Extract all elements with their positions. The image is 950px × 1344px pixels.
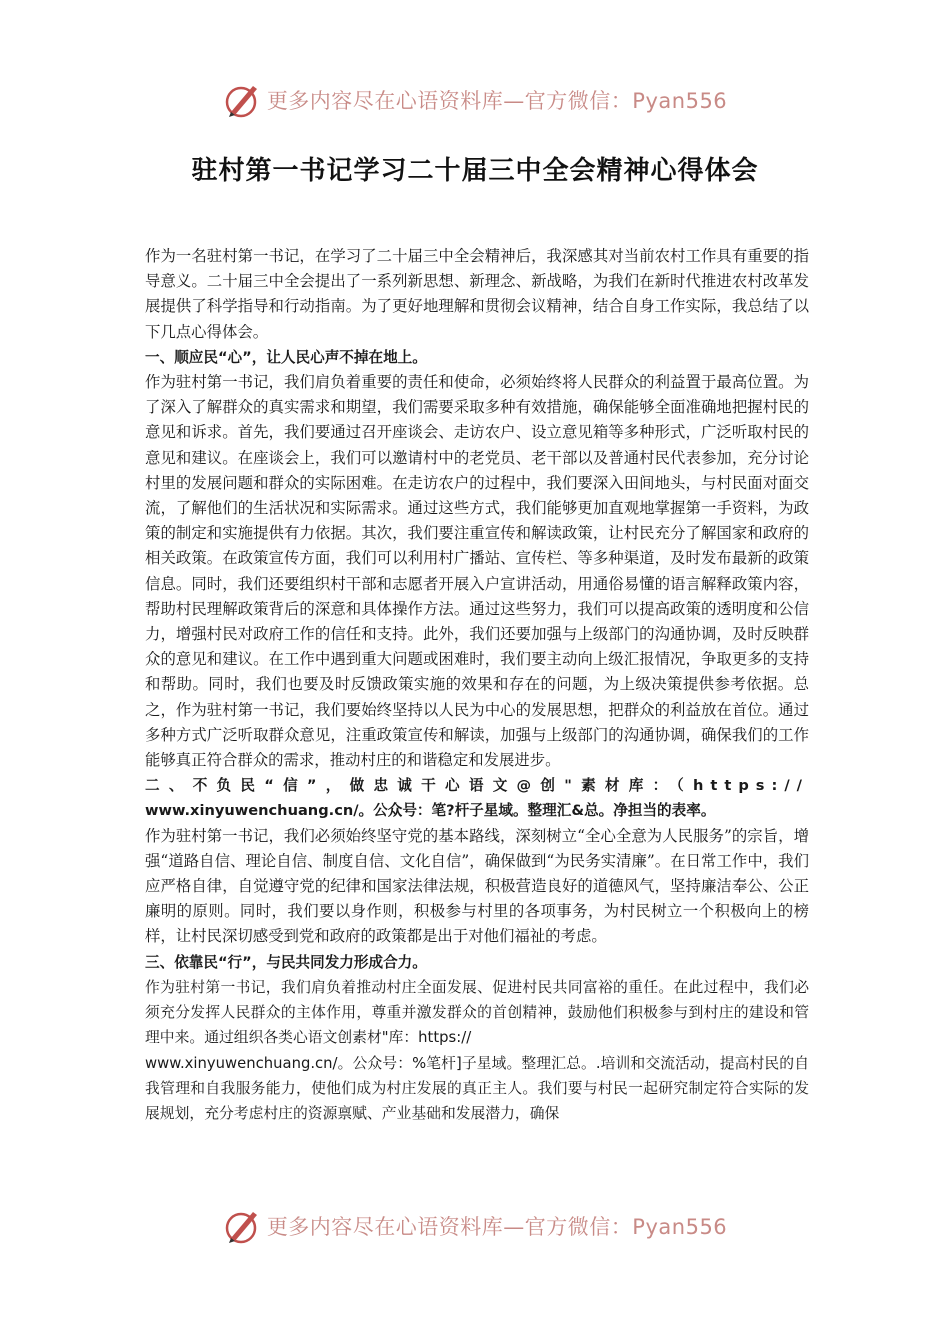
section1-heading: 一、顺应民“心”，让人民心声不掉在地上。 xyxy=(145,348,427,366)
pen-logo-icon xyxy=(223,80,263,120)
section2-heading-line1-text: 二、不负民“信”，做忠诚干心语文@创"素材库：（https:// xyxy=(145,777,809,795)
document-body xyxy=(145,244,809,1126)
section2-paragraph: 作为驻村第一书记，我们必须始终坚守党的基本路线，深刻树立“全心全意为人民服务”的宗旨，增强“道路自信、理论自信、制度自信、文化自信”，确保做到“为民务实清廉”。在日常工作中，我们应严格自律，自觉遵守党的纪律和国家法律法规，积极营造良好的道德风气，坚持廉洁奉公、公正廉明的原则。同时，我们要以身作则，积极参与村里的各项事务，为村民树立一个积极向上的榜样，让村民深切感受到党和政府的政策都是出于对他们福祉的考虑。 xyxy=(145,826,809,946)
section2-heading-line1 xyxy=(145,773,809,798)
document-title: 驻村第一书记学习二十届三中全会精神心得体会 xyxy=(191,156,759,186)
section3-paragraph-part1: 作为驻村第一书记，我们肩负着推动村庄全面发展、促进村民共同富裕的重任。在此过程中，我们必须充分发挥人民群众的主体作用，尊重并激发群众的首创精神，鼓励他们积极参与到村庄的建设和管理中来。通过组织各类心语文创素材"库：https:// xyxy=(145,978,809,1047)
pen-logo-icon xyxy=(223,1206,263,1246)
banner-text: 更多内容尽在心语资料库—官方微信：Pyan556 xyxy=(266,1215,728,1239)
header-banner xyxy=(0,80,950,120)
section1-paragraph: 作为驻村第一书记，我们肩负着重要的责任和使命，必须始终将人民群众的利益置于最高位置。为了深入了解群众的真实需求和期望，我们需要采取多种有效措施，确保能够全面准确地把握村民的意见和诉求。首先，我们要通过召开座谈会、走访农户、设立意见箱等多种形式，广泛听取村民的意见和建议。在座谈会上，我们可以邀请村中的老党员、老干部以及普通村民代表参加，充分讨论村里的发展问题和群众的实际困难。在走访农户的过程中，我们要深入田间地头，与村民面对面交流，了解他们的生活状况和实际需求。通过这些方式，我们能够更加直观地掌握第一手资料，为政策的制定和实施提供有力依据。其次，我们要注重宣传和解读政策，让村民充分了解国家和政府的相关政策。在政策宣传方面，我们可以利用村广播站、宣传栏、等多种渠道，及时发布最新的政策信息。同时，我们还要组织村干部和志愿者开展入户宣讲活动，用通俗易懂的语言解释政策内容，帮助村民理解政策背后的深意和具体操作方法。通过这些努力，我们可以提高政策的透明度和公信力，增强村民对政府工作的信任和支持。此外，我们还要加强与上级部门的沟通协调，及时反映群众的意见和建议。在工作中遇到重大问题或困难时，我们要主动向上级汇报情况，争取更多的支持和帮助。同时，我们也要及时反馈政策实施的效果和存在的问题，为上级决策提供参考依据。总之，作为驻村第一书记，我们要始终坚持以人民为中心的发展思想，把群众的利益放在首位。通过多种方式广泛听取群众意见，注重政策宣传和解读，加强与上级部门的沟通协调，确保我们的工作能够真正符合群众的需求，推动村庄的和谐稳定和发展进步。 xyxy=(145,373,809,770)
section3-heading: 三、依靠民“行”，与民共同发力形成合力。 xyxy=(145,953,427,971)
intro-paragraph: 作为一名驻村第一书记，在学习了二十届三中全会精神后，我深感其对当前农村工作具有重要的指导意义。二十届三中全会提出了一系列新思想、新理念、新战略，为我们在新时代推进农村改革发展提供了科学指导和行动指南。为了更好地理解和贯彻会议精神，结合自身工作实际，我总结了以下几点心得体会。 xyxy=(145,247,809,341)
section3-paragraph-part2: www.xinyuwenchuang.cn/。公众号：%笔杆]子星域。整理汇总。.培训和交流活动，提高村民的自我管理和自我服务能力，使他们成为村庄发展的真正主人。我们要与村民一起研究制定符合实际的发展规划，充分考虑村庄的资源禀赋、产业基础和发展潜力，确保 xyxy=(145,1054,809,1122)
banner-text: 更多内容尽在心语资料库—官方微信：Pyan556 xyxy=(266,89,728,113)
section2-heading-line2: www.xinyuwenchuang.cn/。公众号：笔?杆子星域。整理汇&总。净担当的表率。 xyxy=(145,802,716,820)
footer-banner xyxy=(0,1206,950,1246)
